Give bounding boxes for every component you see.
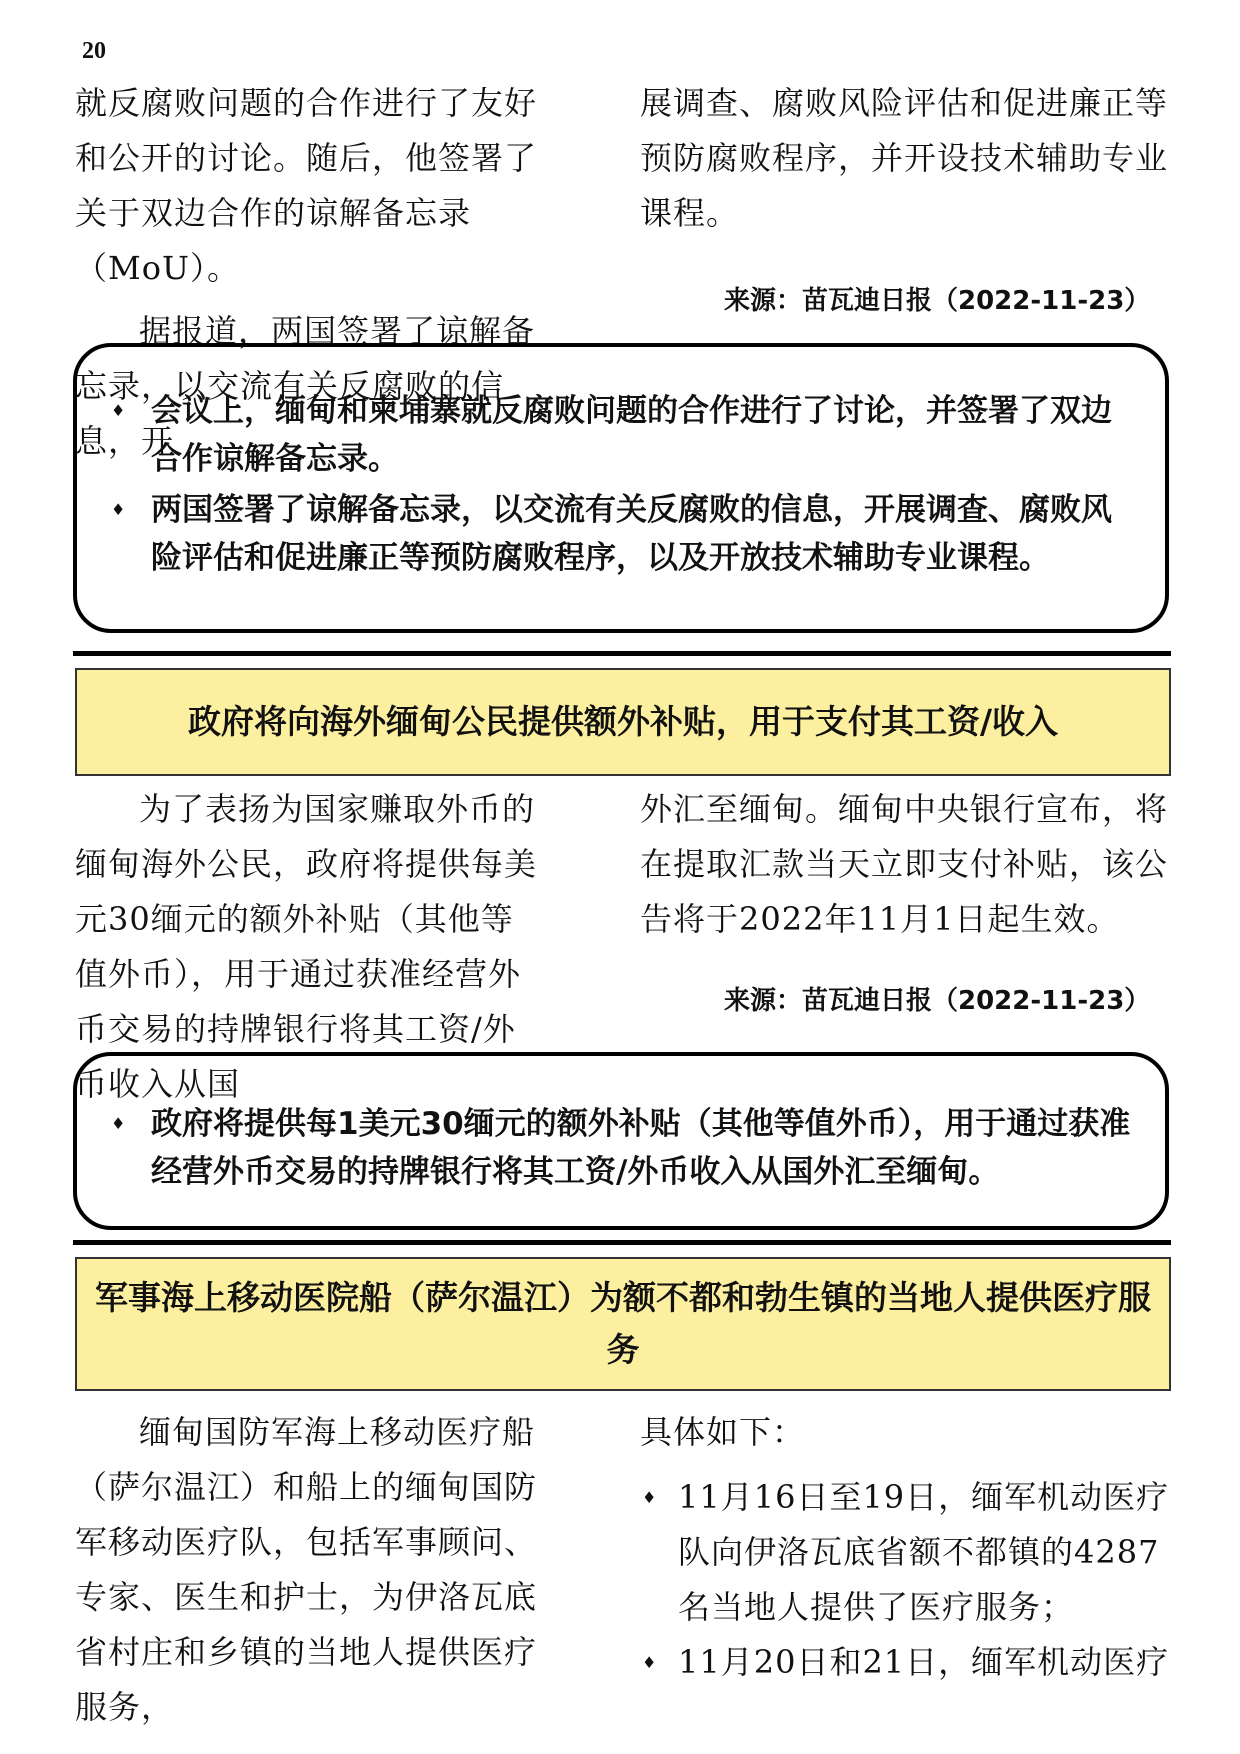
article1-left-para-1: 就反腐败问题的合作进行了友好和公开的讨论。随后，他签署了关于双边合作的谅解备忘录（MoU）。 <box>75 84 538 287</box>
diamond-bullet-icon: ♦ <box>111 401 126 420</box>
diamond-bullet-icon: ♦ <box>111 500 126 519</box>
article2-source: 来源：苗瓦迪日报（2022-11-23） <box>724 986 1151 1016</box>
diamond-bullet-icon: ♦ <box>642 1653 658 1672</box>
article1-source: 来源：苗瓦迪日报（2022-11-23） <box>724 286 1151 316</box>
list-item: ♦ 11月16日至19日，缅军机动医疗队向伊洛瓦底省额不都镇的4287名当地人提供了医疗服务； <box>640 1470 1170 1635</box>
diamond-bullet-icon: ♦ <box>111 1114 126 1133</box>
article1-left-para-2: 据报道，两国签署了谅解备忘录，以交流有关反腐败的信息，开 <box>75 312 536 460</box>
list-item: ♦ 11月20日和21日，缅军机动医疗 <box>640 1635 1170 1690</box>
article2-headline: 政府将向海外缅甸公民提供额外补贴，用于支付其工资/收入 <box>75 668 1171 776</box>
article3-left-para: 缅甸国防军海上移动医疗船（萨尔温江）和船上的缅甸国防军移动医疗队，包括军事顾问、专家、医生和护士，为伊洛瓦底省村庄和乡镇的当地人提供医疗服务， <box>75 1413 538 1726</box>
article3-right-column <box>640 1405 1170 1690</box>
article2-summary-box <box>73 1052 1169 1230</box>
list-item: ♦ 政府将提供每1美元30缅元的额外补贴（其他等值外币），用于通过获准经营外币交易的持牌银行将其工资/外币收入从国外汇至缅甸。 <box>111 1100 1135 1196</box>
article1-right-column <box>640 76 1170 241</box>
section-divider <box>73 1240 1171 1245</box>
article1-summary-box <box>73 343 1169 633</box>
list-item: ♦ 会议上，缅甸和柬埔寨就反腐败问题的合作进行了讨论，并签署了双边合作谅解备忘录。 <box>111 387 1135 483</box>
section-divider <box>73 651 1171 656</box>
article1-right-para: 展调查、腐败风险评估和促进廉正等预防腐败程序，并开设技术辅助专业课程。 <box>640 84 1169 232</box>
list-item: ♦ 两国签署了谅解备忘录，以交流有关反腐败的信息，开展调查、腐败风险评估和促进廉正等预防腐败程序，以及开放技术辅助专业课程。 <box>111 486 1135 582</box>
diamond-bullet-icon: ♦ <box>642 1488 658 1507</box>
article2-left-para: 为了表扬为国家赚取外币的缅甸海外公民，政府将提供每美元30缅元的额外补贴（其他等值外币），用于通过获准经营外币交易的持牌银行将其工资/外币收入从国 <box>75 790 538 1103</box>
article3-right-intro: 具体如下： <box>640 1413 806 1451</box>
article2-right-para: 外汇至缅甸。缅甸中央银行宣布，将在提取汇款当天立即支付补贴，该公告将于2022年11月1日起生效。 <box>640 790 1169 938</box>
article3-headline: 军事海上移动医院船（萨尔温江）为额不都和勃生镇的当地人提供医疗服务 <box>75 1257 1171 1391</box>
article3-left-column <box>75 1405 541 1735</box>
article2-right-column <box>640 782 1170 947</box>
page-number: 20 <box>82 38 106 64</box>
